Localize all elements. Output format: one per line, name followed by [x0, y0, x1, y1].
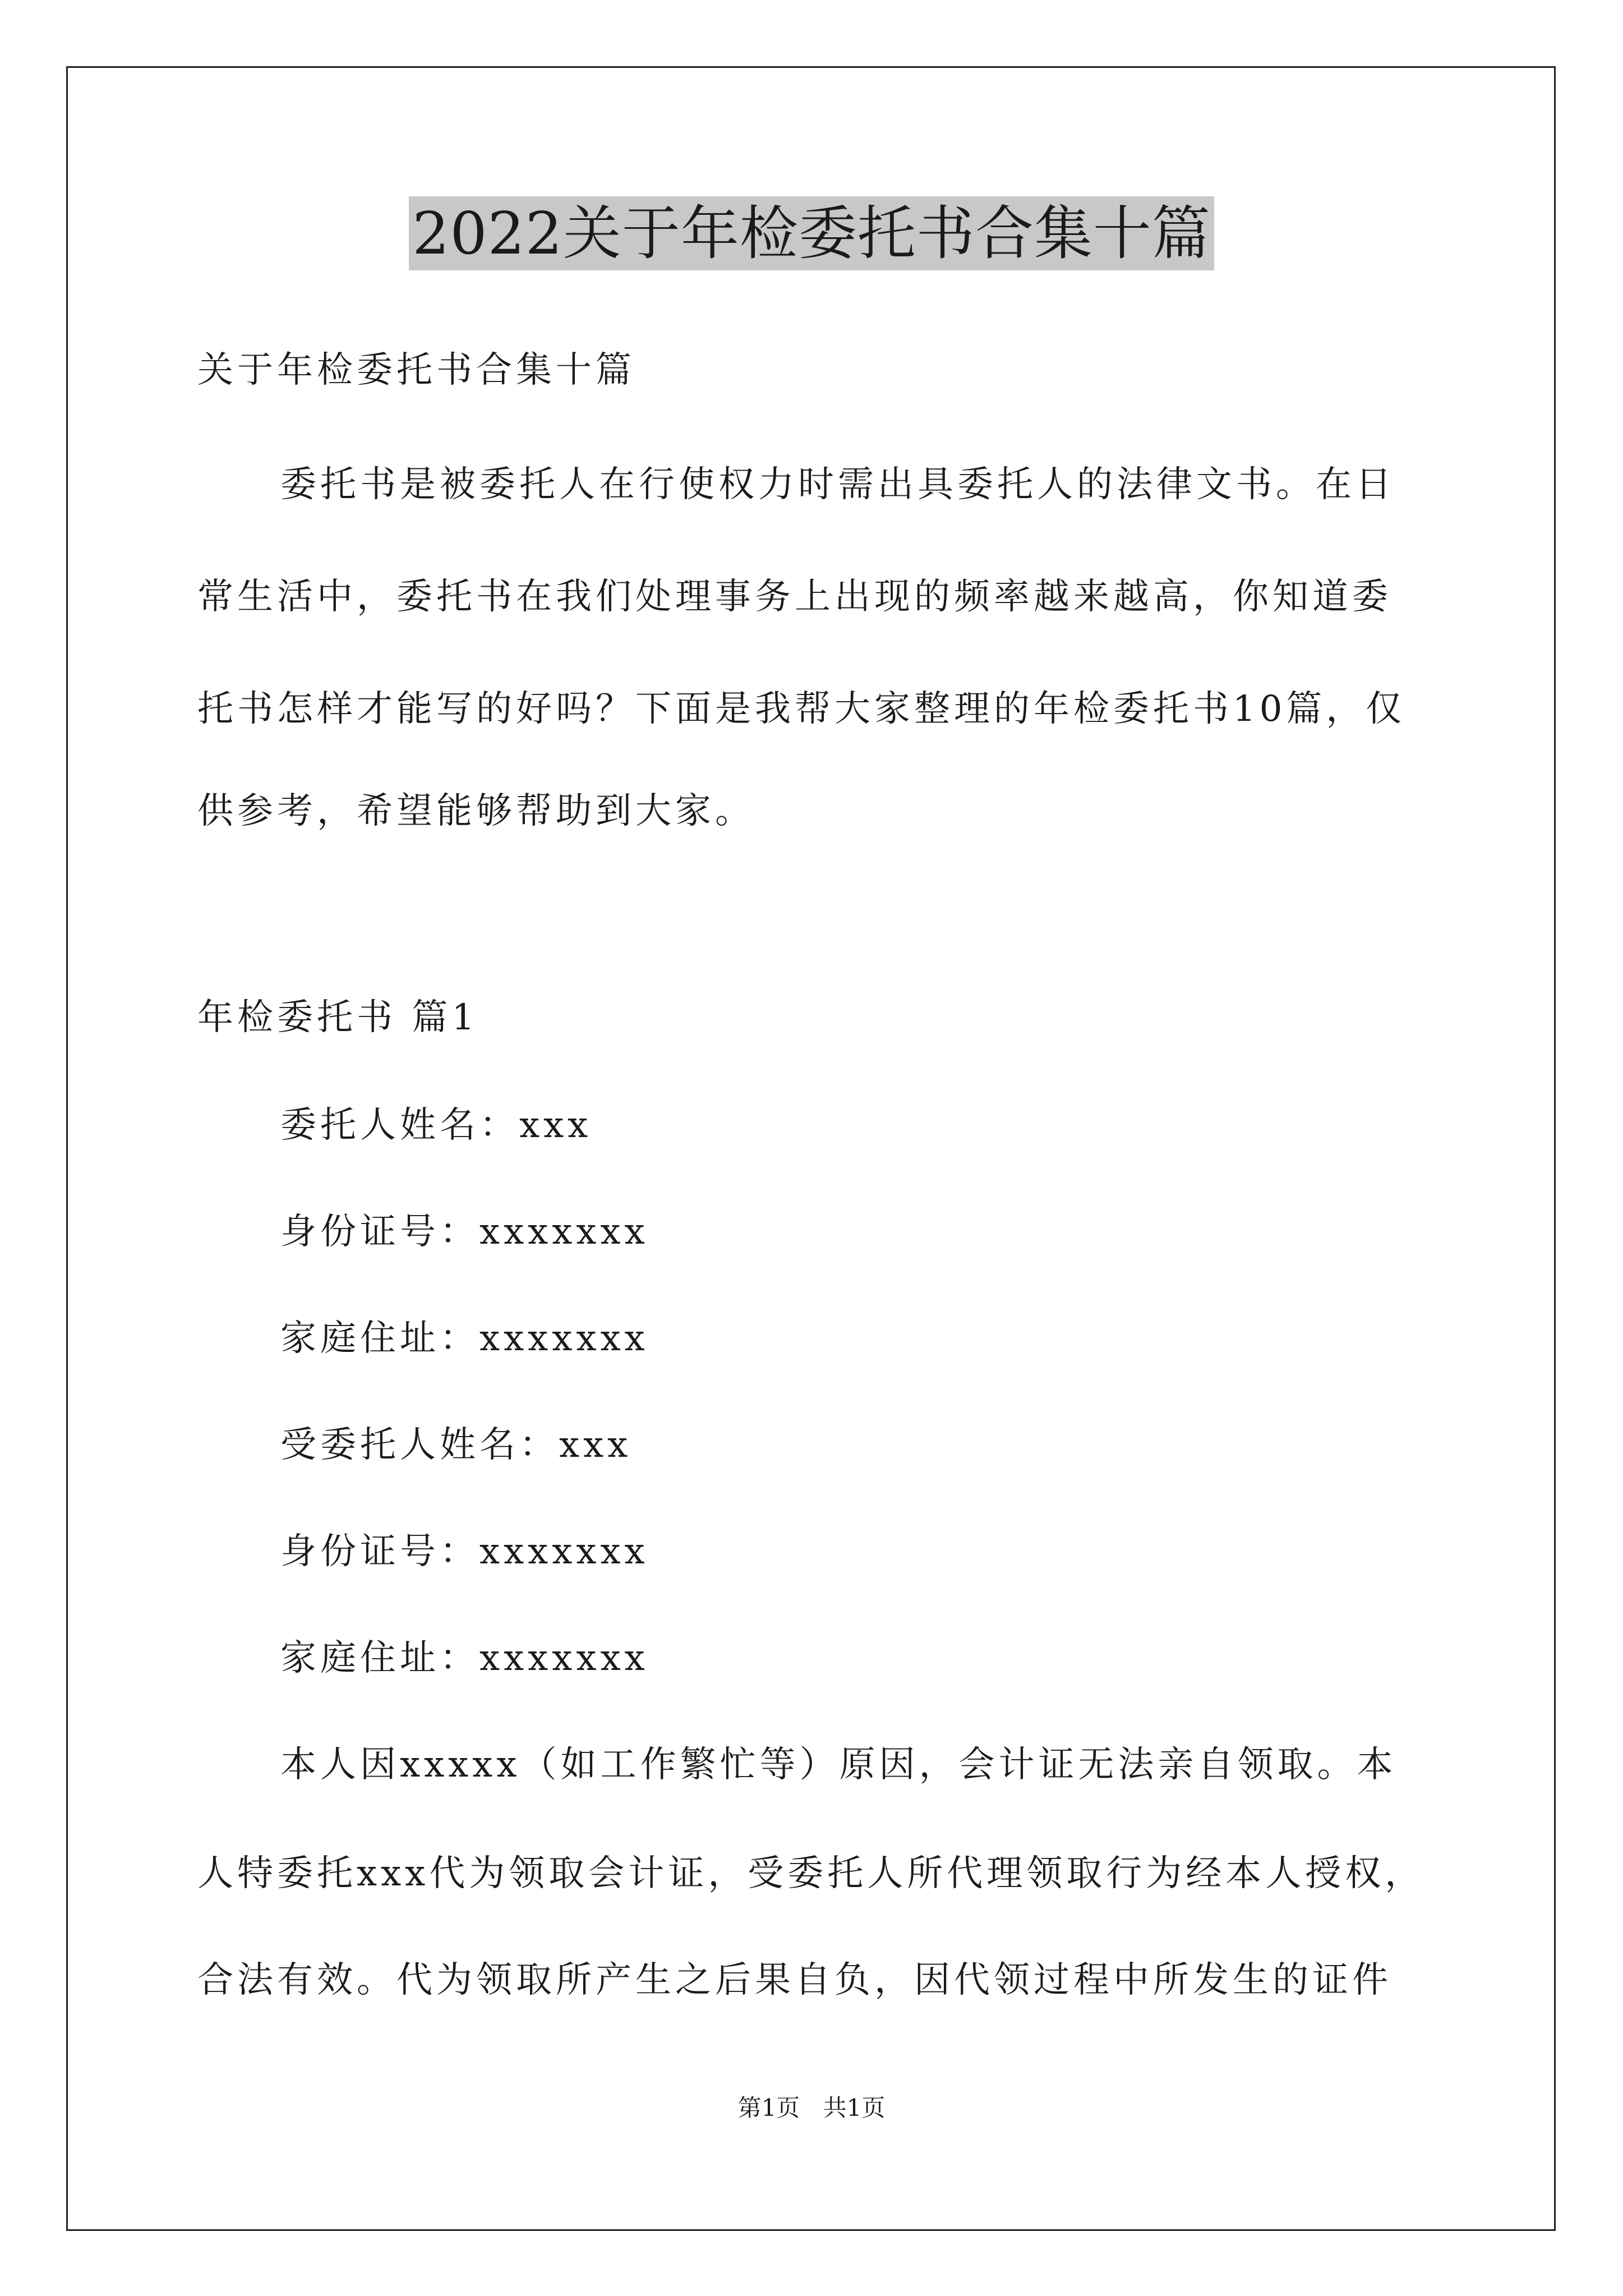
field-line-6: 家庭住址：xxxxxxx [280, 1637, 649, 1679]
intro-line-3: 托书怎样才能写的好吗？下面是我帮大家整理的年检委托书10篇，仅 [197, 688, 1406, 730]
title-container [0, 196, 1623, 270]
body-line-2: 人特委托xxx代为领取会计证，受委托人所代理领取行为经本人授权， [197, 1853, 1425, 1894]
section-heading: 年检委托书 篇1 [197, 997, 479, 1038]
field-line-3: 家庭住址：xxxxxxx [280, 1318, 649, 1359]
intro-line-4: 供参考，希望能够帮助到大家。 [197, 790, 755, 832]
field-line-4: 受委托人姓名：xxx [280, 1424, 632, 1466]
document-title: 2022关于年检委托书合集十篇 [409, 196, 1214, 270]
body-line-1: 本人因xxxxx（如工作繁忙等）原因，会计证无法亲自领取。本 [280, 1744, 1397, 1786]
page-number-total: 共1页 [823, 2094, 886, 2122]
subtitle: 关于年检委托书合集十篇 [197, 349, 635, 391]
intro-line-1: 委托书是被委托人在行使权力时需出具委托人的法律文书。在日 [280, 464, 1395, 505]
field-line-5: 身份证号：xxxxxxx [280, 1531, 649, 1572]
body-line-3: 合法有效。代为领取所产生之后果自负，因代领过程中所发生的证件 [197, 1959, 1392, 2001]
field-line-1: 委托人姓名：xxx [280, 1105, 592, 1146]
page-number-current: 第1页 [737, 2094, 800, 2122]
intro-line-2: 常生活中，委托书在我们处理事务上出现的频率越来越高，你知道委 [197, 576, 1392, 618]
page-footer [0, 2092, 1623, 2124]
field-line-2: 身份证号：xxxxxxx [280, 1211, 649, 1253]
